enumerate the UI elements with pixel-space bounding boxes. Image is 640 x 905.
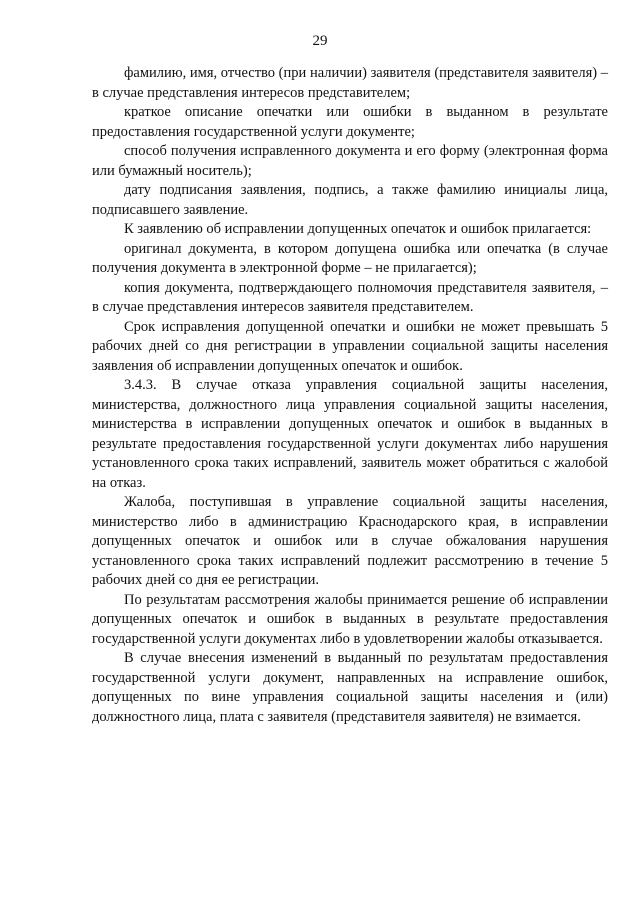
paragraph-section-3-4-3: 3.4.3. В случае отказа управления социальной защиты населения, министерства, должностного лица управления социальной защиты населения, министерства в исправлении допущенных опечаток и ошибок в выданных в результате предоставления государственной услуги документах либо нарушения установленного срока таких исправлений, заявитель может обратиться с жалобой на отказ. [92,377,608,491]
paragraph-signature-date: дату подписания заявления, подпись, а также фамилию инициалы лица, подписавшего заявление. [92,182,608,218]
paragraph-attachments-intro: К заявлению об исправлении допущенных опечаток и ошибок прилагается: [124,221,592,237]
document-body [92,64,608,727]
paragraph-correction-term: Срок исправления допущенной опечатки и ошибки не может превышать 5 рабочих дней со дня регистрации в управлении социальной защиты населения заявления об исправлении допущенных опечаток и ошибок. [92,318,608,374]
paragraph-applicant-name: фамилию, имя, отчество (при наличии) заявителя (представителя заявителя) – в случае представления интересов представителем; [92,65,608,101]
paragraph-error-description: краткое описание опечатки или ошибки в выданном в результате предоставления государственной услуги документе; [92,104,608,140]
paragraph-no-fee: В случае внесения изменений в выданный по результатам предоставления государственной услуги документ, направленных на исправление ошибок, допущенных по вине управления социальной защиты населения и (или) должностного лица, плата с заявителя (представителя заявителя) не взимается. [92,650,608,725]
page-number: 29 [312,33,328,49]
paragraph-authority-copy: копия документа, подтверждающего полномочия представителя заявителя, – в случае представления интересов заявителя представителем. [92,279,608,315]
paragraph-complaint: Жалоба, поступившая в управление социальной защиты населения, министерство либо в администрацию Краснодарского края, в исправлении допущенных опечаток и ошибок или в случае обжалования нарушения установленного срока таких исправлений подлежит рассмотрению в течение 5 рабочих дней со дня ее регистрации. [92,494,608,588]
paragraph-original-document: оригинал документа, в котором допущена ошибка или опечатка (в случае получения документа в электронной форме – не прилагается); [92,240,608,276]
paragraph-complaint-result: По результатам рассмотрения жалобы принимается решение об исправлении допущенных опечаток и ошибок в выданных в результате предоставления государственной услуги документах либо в удовлетворении жалобы отказывается. [92,591,608,647]
paragraph-receipt-method: способ получения исправленного документа и его форму (электронная форма или бумажный носитель); [92,143,608,179]
